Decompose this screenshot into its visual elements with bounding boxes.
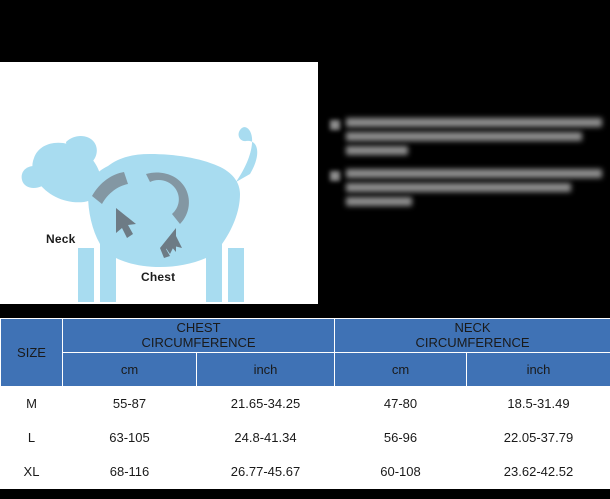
row-neck-inch: 18.5-31.49 — [467, 387, 610, 421]
dog-illustration — [0, 62, 318, 304]
dog-illustration-panel — [0, 62, 318, 304]
header-unit-neck-inch: inch — [467, 353, 610, 387]
row-size: XL — [1, 455, 63, 489]
row-chest-inch: 21.65-34.25 — [197, 387, 335, 421]
row-neck-inch: 22.05-37.79 — [467, 421, 610, 455]
row-chest-inch: 24.8-41.34 — [197, 421, 335, 455]
chest-label: Chest — [141, 270, 176, 284]
row-neck-cm: 56-96 — [335, 421, 467, 455]
header-chest-line1: CHEST — [176, 319, 221, 335]
table-row — [1, 421, 610, 455]
blurred-text-line — [346, 146, 408, 155]
blurred-text-line — [346, 132, 582, 141]
table-row — [1, 455, 610, 489]
row-neck-cm: 47-80 — [335, 387, 467, 421]
table-row — [1, 387, 610, 421]
row-chest-cm: 68-116 — [63, 455, 197, 489]
header-unit-chest-inch: inch — [197, 353, 335, 387]
row-size: L — [1, 421, 63, 455]
header-chest-line2: CIRCUMFERENCE — [141, 334, 256, 350]
blurred-text-line — [346, 169, 602, 178]
row-chest-cm: 55-87 — [63, 387, 197, 421]
table-units-row — [1, 353, 610, 387]
header-neck-line2: CIRCUMFERENCE — [415, 334, 530, 350]
size-chart-table — [0, 318, 610, 489]
header-unit-chest-cm: cm — [63, 353, 197, 387]
square-bullet-icon — [330, 171, 340, 181]
notes-panel — [330, 118, 602, 283]
header-neck-line1: NECK — [454, 319, 491, 335]
blurred-text-line — [346, 118, 602, 127]
header-chest-circumference — [63, 319, 335, 353]
square-bullet-icon — [330, 120, 340, 130]
header-unit-neck-cm: cm — [335, 353, 467, 387]
row-neck-inch: 23.62-42.52 — [467, 455, 610, 489]
row-size: M — [1, 387, 63, 421]
note-item — [330, 118, 602, 155]
header-size: SIZE — [1, 319, 63, 387]
row-chest-cm: 63-105 — [63, 421, 197, 455]
header-neck-circumference — [335, 319, 610, 353]
neck-label: Neck — [46, 232, 76, 246]
row-neck-cm: 60-108 — [335, 455, 467, 489]
note-text-lines — [346, 169, 602, 206]
blurred-text-line — [346, 197, 412, 206]
blurred-text-line — [346, 183, 571, 192]
row-chest-inch: 26.77-45.67 — [197, 455, 335, 489]
note-text-lines — [346, 118, 602, 155]
note-item — [330, 169, 602, 206]
table-header-row — [1, 319, 610, 353]
